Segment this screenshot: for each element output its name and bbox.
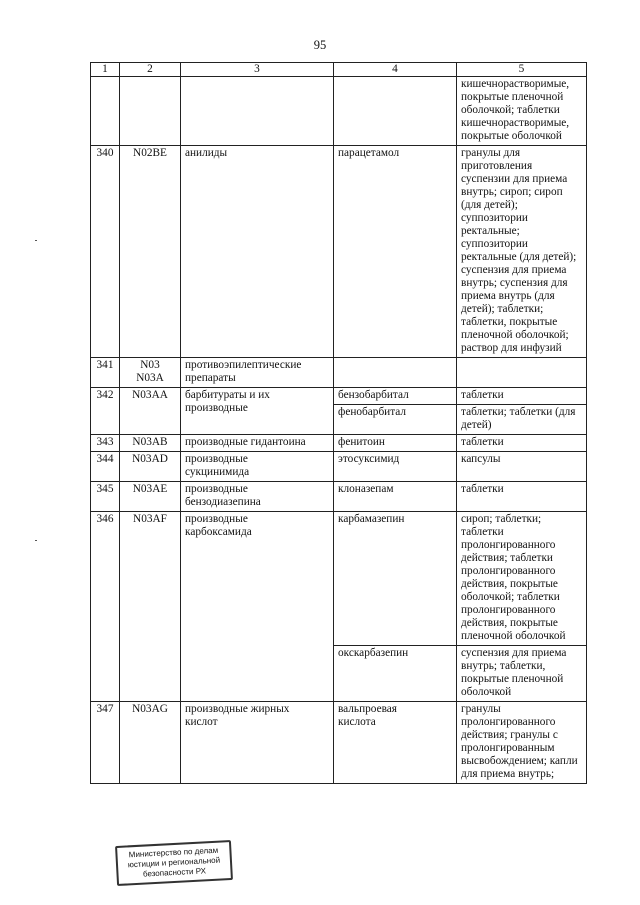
cell-text: 345 <box>96 483 114 495</box>
dosage-form-cell <box>457 482 587 512</box>
cell-text: парацетамол <box>338 147 400 159</box>
group-name-cell <box>181 452 334 482</box>
cell-text: 342 <box>96 389 114 401</box>
column-header-5: 5 <box>457 63 587 77</box>
cell-text: сироп; таблетки; <box>461 513 542 525</box>
cell-text: производные гидантоина <box>185 436 306 448</box>
cell-text: кислот <box>185 716 218 728</box>
scan-speck <box>35 540 37 541</box>
drug-name-cell <box>334 358 457 388</box>
table-row <box>91 452 587 482</box>
group-name-cell <box>181 358 334 388</box>
column-header-1: 1 <box>91 63 120 77</box>
cell-text: оболочкой <box>461 686 512 698</box>
drug-cell <box>334 77 457 146</box>
cell-text: 341 <box>96 359 114 371</box>
cell-text: этосуксимид <box>338 453 400 465</box>
num-cell <box>91 77 120 146</box>
cell-text: кислота <box>338 716 376 728</box>
cell-text: 344 <box>96 453 114 465</box>
group-name-cell <box>181 512 334 702</box>
dosage-form-cell <box>457 452 587 482</box>
atc-code-cell <box>120 452 181 482</box>
cell-text: суспензия для приема <box>461 264 567 276</box>
row-number-cell <box>91 358 120 388</box>
drug-list-table <box>90 62 587 784</box>
dosage-form-cell <box>457 405 587 435</box>
cell-text: действия; гранулы с <box>461 729 558 741</box>
row-number-cell <box>91 512 120 702</box>
cell-text: таблетки <box>461 483 504 495</box>
cell-text: вальпроевая <box>338 703 397 715</box>
table-row <box>91 482 587 512</box>
cell-text: анилиды <box>185 147 228 159</box>
row-number-cell <box>91 702 120 784</box>
drug-name-cell <box>334 512 457 646</box>
table-row <box>91 146 587 358</box>
cell-text: пролонгированного <box>461 565 556 577</box>
cell-text: фенитоин <box>338 436 385 448</box>
table-row-continuation <box>91 77 587 146</box>
dosage-form-cell <box>457 388 587 405</box>
cell-text: высвобождением; капли <box>461 755 578 767</box>
cell-text: гранулы для <box>461 147 521 159</box>
cell-text: производные <box>185 513 248 525</box>
cell-text: N03 <box>140 359 160 371</box>
scan-speck <box>35 240 37 241</box>
cell-text: пролонгированного <box>461 604 556 616</box>
dosage-form-cell <box>457 435 587 452</box>
cell-text: оболочкой; таблетки <box>461 104 560 116</box>
dosage-form-cell <box>457 146 587 358</box>
cell-text: пролонгированным <box>461 742 555 754</box>
cell-text: противоэпилептические <box>185 359 302 371</box>
column-header-4: 4 <box>334 63 457 77</box>
cell-text: покрытые пленочной <box>461 91 564 103</box>
cell-text: приема внутрь (для <box>461 290 555 302</box>
cell-text: для приема внутрь; <box>461 768 555 780</box>
cell-text: таблетки, покрытые <box>461 316 558 328</box>
cell-text: 343 <box>96 436 114 448</box>
cell-text: бензобарбитал <box>338 389 409 401</box>
column-header-2: 2 <box>120 63 181 77</box>
group-name-cell <box>181 482 334 512</box>
page-number: 95 <box>313 38 327 52</box>
cell-text: покрытые пленочной <box>461 673 564 685</box>
cell-text: таблетки; таблетки (для <box>461 406 576 418</box>
cell-text: внутрь; сироп; сироп <box>461 186 563 198</box>
cell-text: таблетки <box>461 389 504 401</box>
cell-text: барбитураты и их <box>185 389 270 401</box>
cell-text: препараты <box>185 372 236 384</box>
stamp-line: Министерство по делам <box>128 845 219 860</box>
cell-text: N03AF <box>133 513 167 525</box>
cell-text: 340 <box>96 147 114 159</box>
cell-text: N02BE <box>133 147 167 159</box>
cell-text: окскарбазепин <box>338 647 409 659</box>
cell-text: (для детей); <box>461 199 518 211</box>
cell-text: сукцинимида <box>185 466 250 478</box>
cell-text: внутрь; суспензия для <box>461 277 568 289</box>
cell-text: оболочкой; таблетки <box>461 591 560 603</box>
cell-text: производные <box>185 453 248 465</box>
cell-text: приготовления <box>461 160 533 172</box>
stamp-line: безопасности РХ <box>142 866 207 879</box>
cell-text: пленочной оболочкой <box>461 630 566 642</box>
table-row <box>91 388 587 405</box>
atc-code-cell <box>120 146 181 358</box>
group-cell <box>181 77 334 146</box>
cell-text: производные жирных <box>185 703 290 715</box>
atc-code-cell <box>120 482 181 512</box>
group-name-cell <box>181 146 334 358</box>
cell-text: бензодиазепина <box>185 496 261 508</box>
cell-text: карбоксамида <box>185 526 252 538</box>
dosage-form-cell <box>457 512 587 646</box>
cell-text: N03AA <box>132 389 168 401</box>
drug-name-cell <box>334 405 457 435</box>
cell-text: N03AD <box>132 453 168 465</box>
cell-text: действия; таблетки <box>461 552 553 564</box>
group-name-cell <box>181 702 334 784</box>
table-header <box>91 63 587 77</box>
table-row <box>91 702 587 784</box>
cell-text: суппозитории <box>461 212 528 224</box>
cell-text: капсулы <box>461 453 501 465</box>
cell-text: кишечнорастворимые, <box>461 117 570 129</box>
cell-text: фенобарбитал <box>338 406 407 418</box>
drug-name-cell <box>334 702 457 784</box>
cell-text: суспензия для приема <box>461 647 567 659</box>
cell-text: гранулы <box>461 703 501 715</box>
cell-text: внутрь; таблетки, <box>461 660 546 672</box>
column-header-3: 3 <box>181 63 334 77</box>
drug-name-cell <box>334 452 457 482</box>
row-number-cell <box>91 452 120 482</box>
drug-name-cell <box>334 646 457 702</box>
drug-name-cell <box>334 388 457 405</box>
row-number-cell <box>91 146 120 358</box>
table-header-row <box>91 63 587 77</box>
atc-code-cell <box>120 435 181 452</box>
code-cell <box>120 77 181 146</box>
drug-name-cell <box>334 146 457 358</box>
cell-text: суппозитории <box>461 238 528 250</box>
cell-text: таблетки <box>461 526 504 538</box>
cell-text: пролонгированного <box>461 716 556 728</box>
cell-text: N03AG <box>132 703 168 715</box>
cell-text: ректальные (для детей); <box>461 251 577 263</box>
cell-text: суспензии для приема <box>461 173 568 185</box>
table-body <box>91 77 587 784</box>
cell-text: клоназепам <box>338 483 394 495</box>
cell-text: пролонгированного <box>461 539 556 551</box>
table-row <box>91 435 587 452</box>
dosage-form-cell <box>457 77 587 146</box>
atc-code-cell <box>120 512 181 702</box>
cell-text: 346 <box>96 513 114 525</box>
atc-code-cell <box>120 358 181 388</box>
cell-text: покрытые оболочкой <box>461 130 562 142</box>
cell-text: ректальные; <box>461 225 520 237</box>
cell-text: производные <box>185 483 248 495</box>
cell-text: раствор для инфузий <box>461 342 562 354</box>
table-row <box>91 358 587 388</box>
cell-text: производные <box>185 402 248 414</box>
dosage-form-cell <box>457 702 587 784</box>
row-number-cell <box>91 482 120 512</box>
cell-text: кишечнорастворимые, <box>461 78 570 90</box>
drug-name-cell <box>334 482 457 512</box>
cell-text: N03AE <box>132 483 168 495</box>
cell-text: 347 <box>96 703 114 715</box>
registration-stamp <box>115 840 233 886</box>
cell-text: таблетки <box>461 436 504 448</box>
atc-code-cell <box>120 702 181 784</box>
group-name-cell <box>181 435 334 452</box>
drug-name-cell <box>334 435 457 452</box>
dosage-form-cell <box>457 358 587 388</box>
cell-text: карбамазепин <box>338 513 405 525</box>
cell-text: детей) <box>461 419 492 431</box>
stamp-line: юстиции и региональной <box>127 855 221 870</box>
cell-text: N03A <box>136 372 164 384</box>
table-row <box>91 512 587 646</box>
dosage-form-cell <box>457 646 587 702</box>
cell-text: N03AB <box>132 436 168 448</box>
cell-text: действия, покрытые <box>461 617 558 629</box>
cell-text: действия, покрытые <box>461 578 558 590</box>
row-number-cell <box>91 388 120 435</box>
cell-text: детей); таблетки; <box>461 303 544 315</box>
atc-code-cell <box>120 388 181 435</box>
group-name-cell <box>181 388 334 435</box>
row-number-cell <box>91 435 120 452</box>
cell-text: пленочной оболочкой; <box>461 329 569 341</box>
